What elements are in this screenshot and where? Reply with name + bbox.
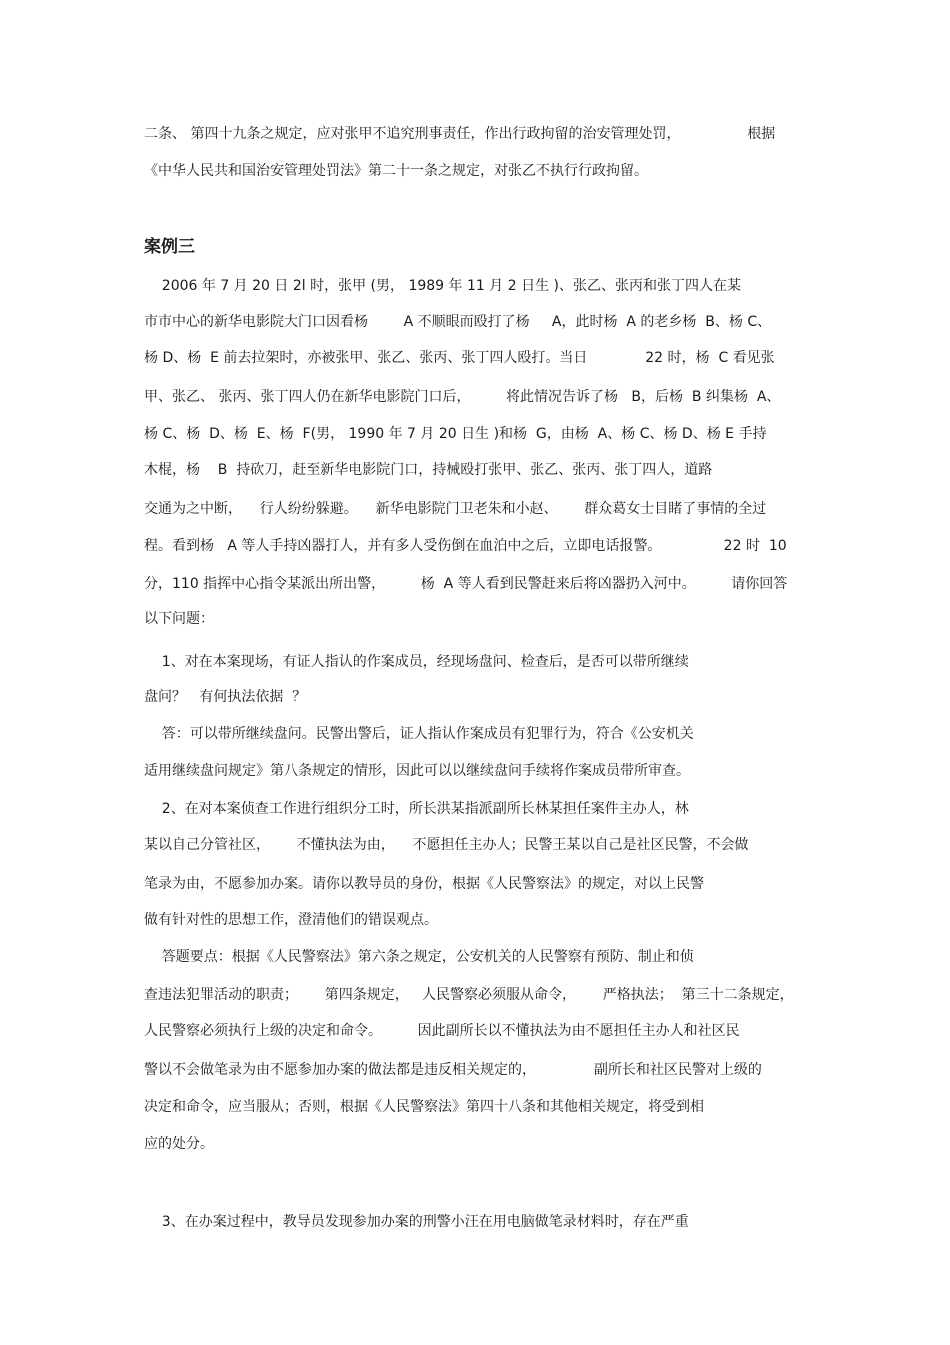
paragraph-line: 以下问题： (144, 611, 214, 627)
paragraph-line: 1、对在本案现场，有证人指认的作案成员，经现场盘问、检查后，是否可以带所继续 (144, 654, 689, 670)
paragraph-line: 2、在对本案侦查工作进行组织分工时，所长洪某指派副所长林某担任案件主办人，林 (144, 801, 689, 817)
paragraph-line: 盘问？ 有何执法依据 ？ (144, 689, 307, 705)
paragraph-line: 市市中心的新华电影院大门口因看杨 A 不顺眼而殴打了杨 A，此时杨 A 的老乡杨 B、杨 C、 (144, 314, 772, 330)
paragraph-line: 3、在办案过程中，教导员发现参加办案的刑警小汪在用电脑做笔录材料时，存在严重 (144, 1214, 689, 1230)
paragraph-line: 《中华人民共和国治安管理处罚法》第二十一条之规定，对张乙不执行行政拘留。 (144, 163, 648, 179)
paragraph-line: 分，110 指挥中心指令某派出所出警， 杨 A 等人看到民警赶来后将凶器扔入河中。 请你回答 (144, 576, 788, 592)
paragraph-line: 杨 C、杨 D、杨 E、杨 F(男， 1990 年 7 月 20 日生 )和杨 G，由杨 A、杨 C、杨 D、杨 E 手持 (144, 426, 767, 442)
paragraph-line: 木棍，杨 B 持砍刀，赶至新华电影院门口，持械殴打张甲、张乙、张丙、张丁四人，道路 (144, 462, 713, 478)
paragraph-line: 笔录为由，不愿参加办案。请你以教导员的身份，根据《人民警察法》的规定，对以上民警 (144, 876, 704, 892)
paragraph-line: 某以自己分管社区， 不懂执法为由， 不愿担任主办人；民警王某以自己是社区民警，不会做 (144, 837, 749, 853)
paragraph-line: 甲、张乙、 张丙、张丁四人仍在新华电影院门口后， 将此情况告诉了杨 B，后杨 B 纠集杨 A、 (144, 389, 781, 405)
paragraph-line: 警以不会做笔录为由不愿参加办案的做法都是违反相关规定的， 副所长和社区民警对上级的 (144, 1062, 762, 1078)
paragraph-line: 答：可以带所继续盘问。民警出警后，证人指认作案成员有犯罪行为，符合《公安机关 (144, 726, 694, 742)
paragraph-line: 应的处分。 (144, 1136, 214, 1152)
paragraph-line: 人民警察必须执行上级的决定和命令。 因此副所长以不懂执法为由不愿担任主办人和社区民 (144, 1023, 740, 1039)
paragraph-line: 做有针对性的思想工作，澄清他们的错误观点。 (144, 912, 438, 928)
section-heading: 案例三 (144, 237, 195, 257)
paragraph-line: 查违法犯罪活动的职责； 第四条规定， 人民警察必须服从命令， 严格执法； 第三十二条规定， (144, 987, 794, 1003)
paragraph-line: 二条、 第四十九条之规定，应对张甲不追究刑事责任，作出行政拘留的治安管理处罚， 根据 (144, 126, 776, 142)
paragraph-line: 程。看到杨 A 等人手持凶器打人，并有多人受伤倒在血泊中之后，立即电话报警。 22 时 10 (144, 538, 787, 554)
paragraph-line: 决定和命令，应当服从；否则，根据《人民警察法》第四十八条和其他相关规定，将受到相 (144, 1099, 704, 1115)
paragraph-line: 适用继续盘问规定》第八条规定的情形，因此可以以继续盘问手续将作案成员带所审查。 (144, 763, 690, 779)
paragraph-line: 2006 年 7 月 20 日 2l 时，张甲 (男， 1989 年 11 月 2 日生 )、张乙、张丙和张丁四人在某 (144, 278, 741, 294)
paragraph-line: 答题要点：根据《人民警察法》第六条之规定，公安机关的人民警察有预防、制止和侦 (144, 949, 694, 965)
paragraph-line: 交通为之中断， 行人纷纷躲避。 新华电影院门卫老朱和小赵、 群众葛女士目睹了事情的全过 (144, 501, 767, 517)
paragraph-line: 杨 D、杨 E 前去拉架时，亦被张甲、张乙、张丙、张丁四人殴打。当日 22 时，杨 C 看见张 (144, 350, 775, 366)
